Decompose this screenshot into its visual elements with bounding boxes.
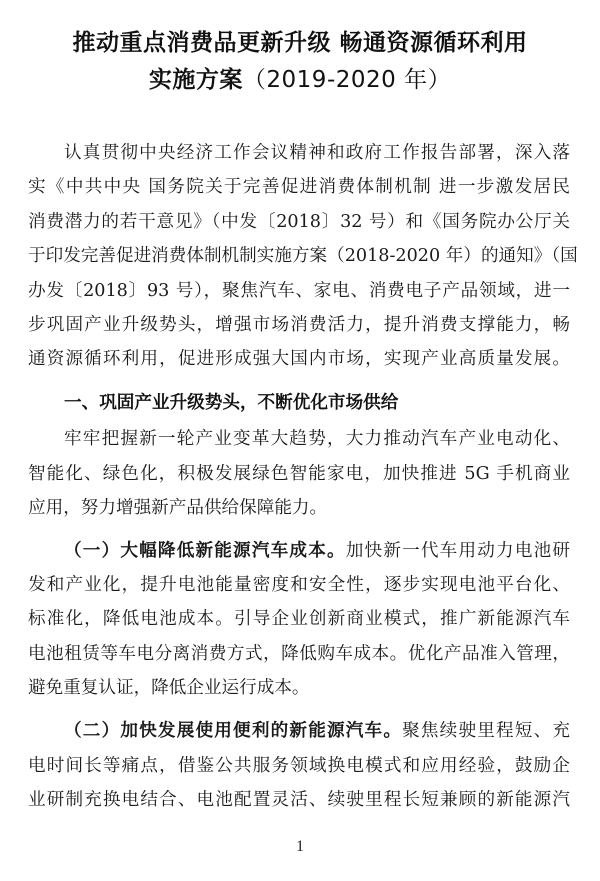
intro-line: 认真贯彻中央经济工作会议精神和政府工作报告部署，深入落 <box>64 143 570 163</box>
intro-line: 步巩固产业升级势头，增强市场消费活力，提升消费支撑能力，畅 <box>28 315 570 335</box>
section-heading-1: 一、巩固产业升级势头，不断优化市场供给 <box>64 393 399 413</box>
section1-line: 应用，努力增强新产品供给保障能力。 <box>28 498 328 518</box>
page-number: 1 <box>296 838 304 855</box>
intro-line: 消费潜力的若干意见》（中发〔2018〕32 号）和《国务院办公厅关 <box>28 212 570 232</box>
title-year-range: （2019-2020 年） <box>242 67 452 93</box>
title-plan-label: 实施方案 <box>148 67 243 93</box>
intro-line: 于印发完善促进消费体制机制实施方案（2018-2020 年）的通知》（国 <box>28 246 578 266</box>
subsection2-line: 电时间长等痛点，借鉴公共服务领域换电模式和应用经验，鼓励企 <box>28 756 570 776</box>
intro-line: 办发〔2018〕93 号），聚焦汽车、家电、消费电子产品领域，进一 <box>28 281 570 301</box>
intro-line: 通资源循环利用，促进形成强大国内市场，实现产业高质量发展。 <box>28 349 570 369</box>
subsection-2-text: 聚焦续驶里程短、充 <box>402 721 570 741</box>
document-title-line-2 <box>0 61 600 94</box>
subsection1-line: 电池租赁等车电分离消费方式，降低购车成本。优化产品准入管理， <box>28 644 570 664</box>
subsection-1-heading: （一）大幅降低新能源汽车成本。 <box>64 540 346 561</box>
subsection2-line: 业研制充换电结合、电池配置灵活、续驶里程长短兼顾的新能源汽 <box>28 790 570 810</box>
subsection-1-text: 加快新一代车用动力电池研 <box>345 541 570 561</box>
subsection-2-first-line <box>64 720 570 742</box>
subsection-2-heading: （二）加快发展使用便利的新能源汽车。 <box>64 720 403 741</box>
intro-line: 实《中共中央 国务院关于完善促进消费体制机制 进一步激发居民 <box>28 177 570 197</box>
section1-line: 智能化、绿色化，积极发展绿色智能家电，加快推进 5G 手机商业 <box>28 464 570 484</box>
document-title-line-1: 推动重点消费品更新升级 畅通资源循环利用 <box>72 30 528 56</box>
subsection1-line: 发和产业化，提升电池能量密度和安全性，逐步实现电池平台化、 <box>28 575 570 595</box>
subsection-1-first-line <box>64 540 570 562</box>
subsection1-line: 避免重复认证，降低企业运行成本。 <box>28 678 310 698</box>
section1-line: 牢牢把握新一轮产业变革大趋势，大力推动汽车产业电动化、 <box>64 429 570 449</box>
subsection1-line: 标准化，降低电池成本。引导企业创新商业模式，推广新能源汽车 <box>28 609 570 629</box>
